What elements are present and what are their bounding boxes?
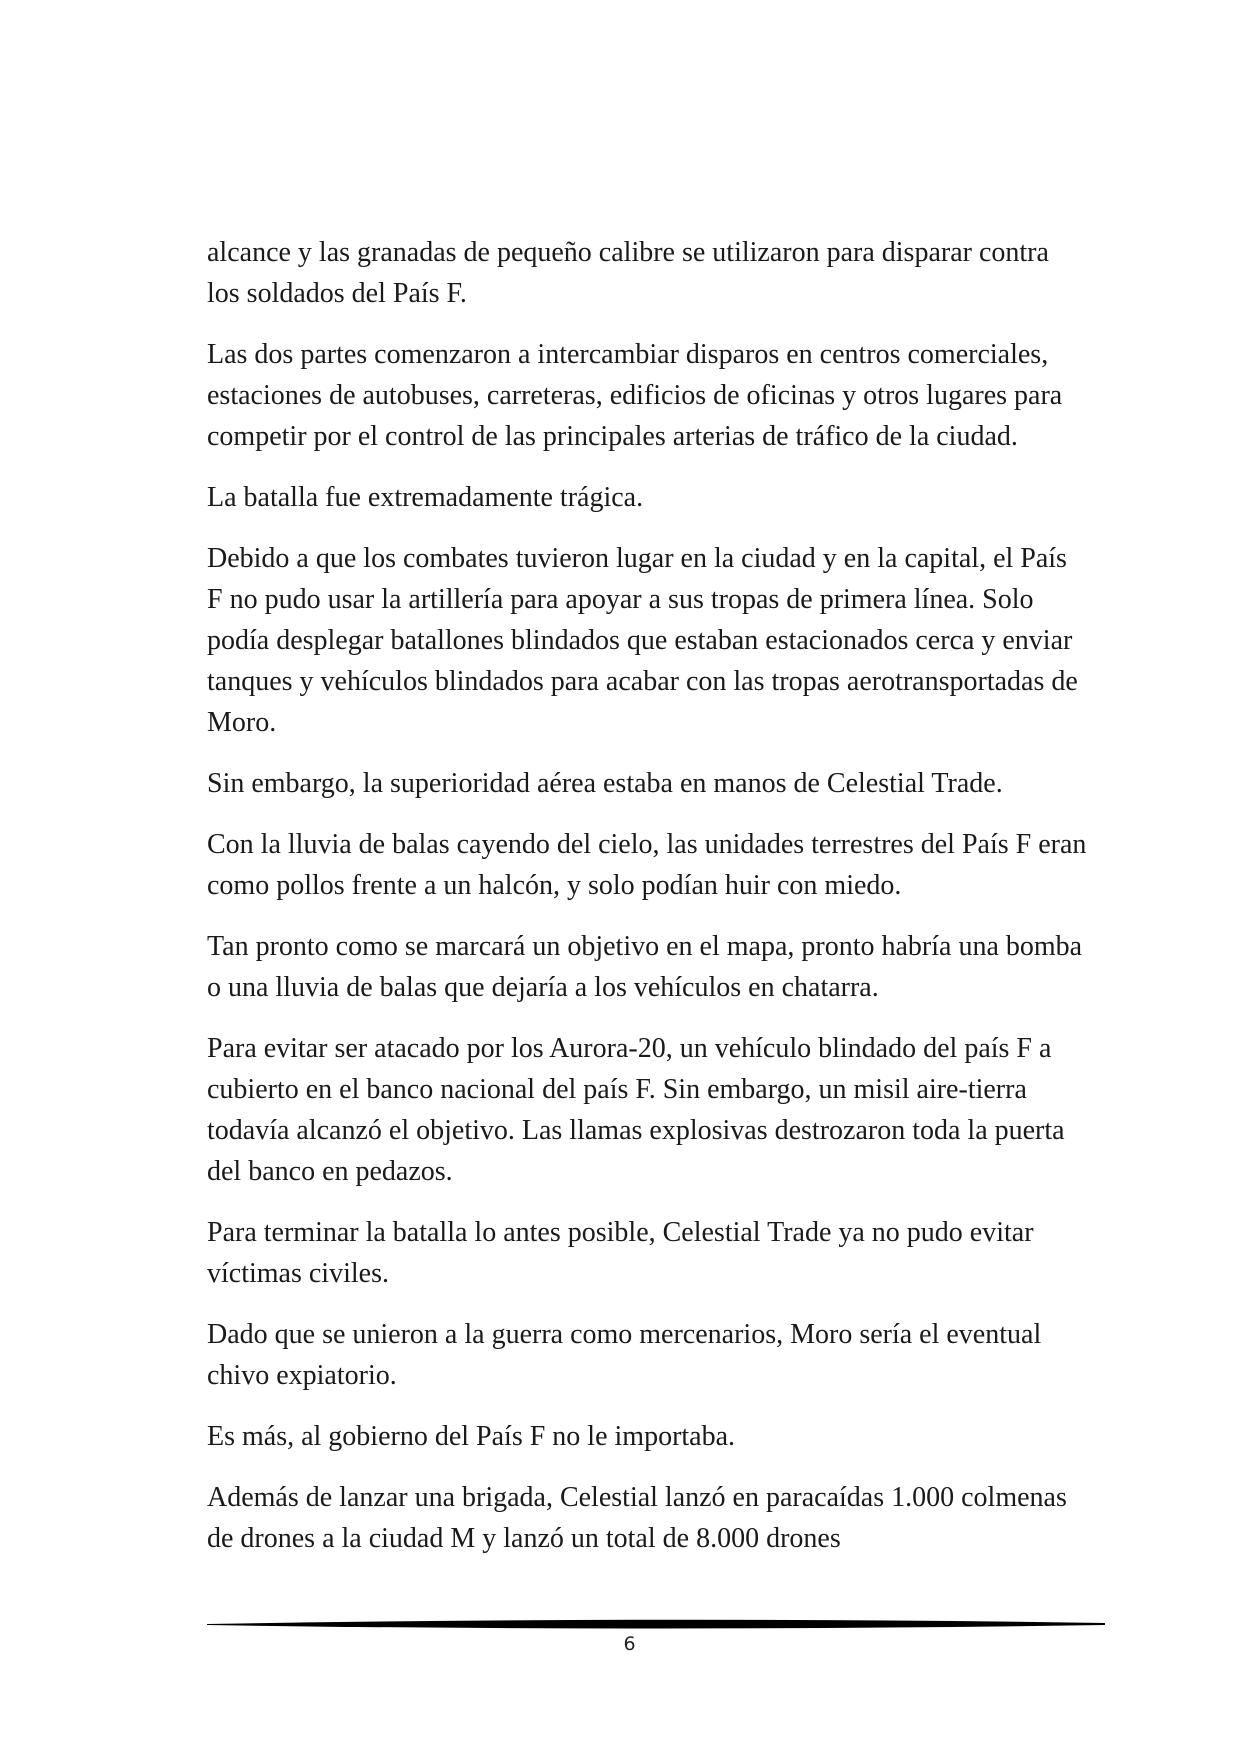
paragraph: Con la lluvia de balas cayendo del cielo, las unidades terrestres del País F eran como pollos frente a un halcón, y solo podían huir con miedo. bbox=[207, 829, 1087, 901]
page-body bbox=[207, 232, 1087, 1579]
paragraph: Para terminar la batalla lo antes posible, Celestial Trade ya no pudo evitar víctimas civiles. bbox=[207, 1217, 1034, 1289]
paragraph: alcance y las granadas de pequeño calibre se utilizaron para disparar contra los soldados del País F. bbox=[207, 237, 1049, 309]
page-number: 6 bbox=[623, 1633, 636, 1655]
paragraph: Para evitar ser atacado por los Aurora-20, un vehículo blindado del país F a cubierto en el banco nacional del país F. Sin embargo, un misil aire-tierra todavía alcanzó el objetivo. Las llamas explosivas destrozaron toda la puerta del banco en pedazos. bbox=[207, 1033, 1065, 1187]
paragraph: Debido a que los combates tuvieron lugar en la ciudad y en la capital, el País F no pudo usar la artillería para apoyar a sus tropas de primera línea. Solo podía desplegar batallones blindados que estaban estacionados cerca y enviar tanques y vehículos blindados para acabar con las tropas aerotransportadas de Moro. bbox=[207, 543, 1078, 738]
paragraph: Dado que se unieron a la guerra como mercenarios, Moro sería el eventual chivo expiatorio. bbox=[207, 1319, 1042, 1391]
paragraph: Sin embargo, la superioridad aérea estaba en manos de Celestial Trade. bbox=[207, 768, 1003, 799]
footer-divider bbox=[207, 1617, 1105, 1631]
paragraph: Es más, al gobierno del País F no le importaba. bbox=[207, 1421, 736, 1452]
paragraph: Además de lanzar una brigada, Celestial lanzó en paracaídas 1.000 colmenas de drones a la ciudad M y lanzó un total de 8.000 drones bbox=[207, 1482, 1067, 1554]
paragraph: Las dos partes comenzaron a intercambiar disparos en centros comerciales, estaciones de autobuses, carreteras, edificios de oficinas y otros lugares para competir por el control de las principales arterias de tráfico de la ciudad. bbox=[207, 339, 1063, 452]
paragraph: Tan pronto como se marcará un objetivo en el mapa, pronto habría una bomba o una lluvia de balas que dejaría a los vehículos en chatarra. bbox=[207, 931, 1083, 1003]
paragraph: La batalla fue extremadamente trágica. bbox=[207, 482, 644, 513]
